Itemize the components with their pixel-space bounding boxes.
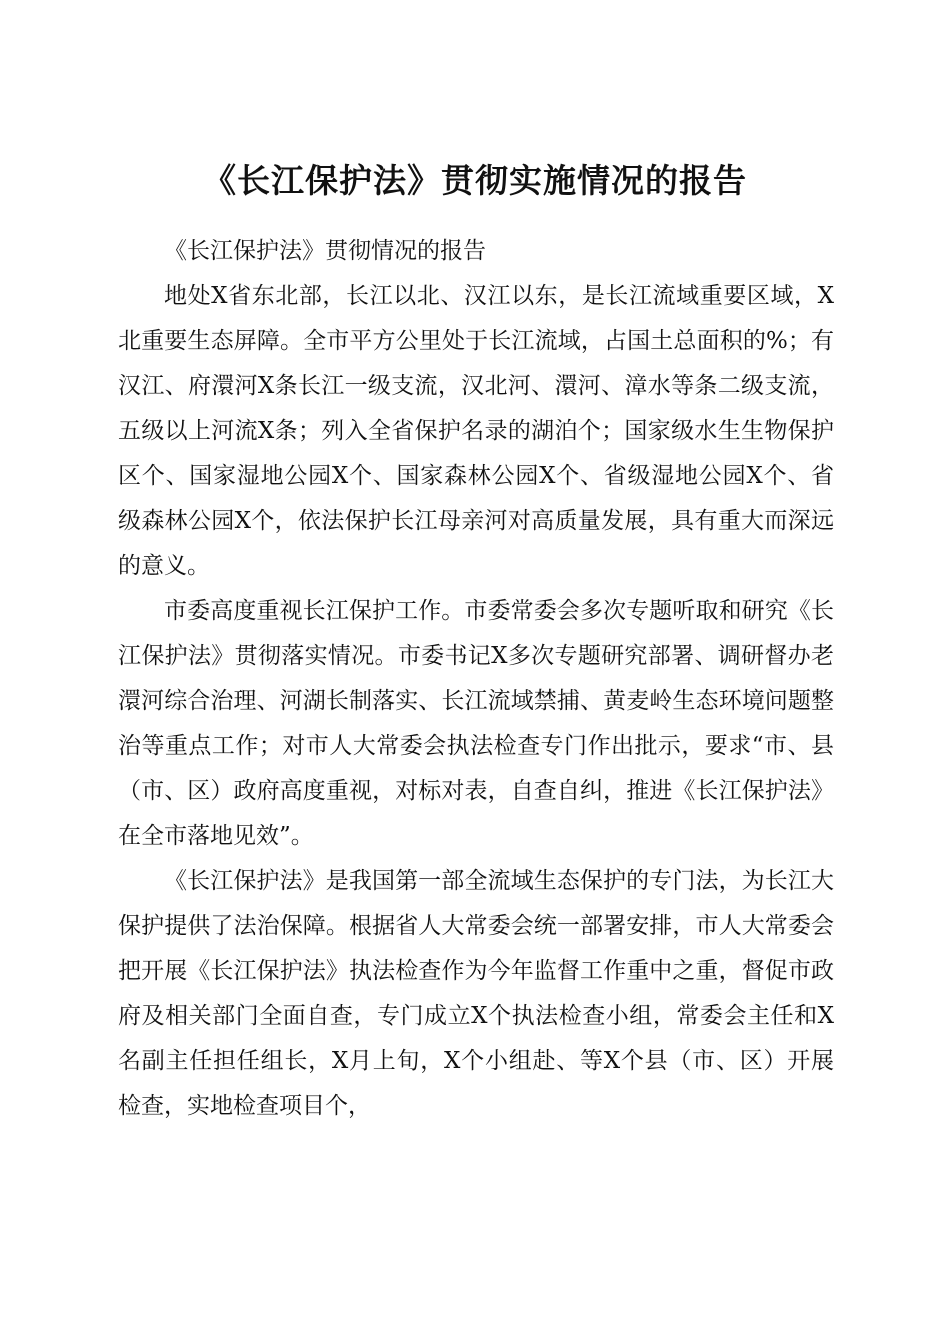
paragraph-3: 《长江保护法》是我国第一部全流域生态保护的专门法，为长江大保护提供了法治保障。根据省人大常委会统一部署安排，市人大常委会把开展《长江保护法》执法检查作为今年监督工作重中之重，督促市政府及相关部门全面自查，专门成立X个执法检查小组，常委会主任和X名副主任担任组长，X月上旬，X个小组赴、等X个县（市、区）开展检查，实地检查项目个， <box>118 868 834 1119</box>
paragraph-1: 地处X省东北部，长江以北、汉江以东，是长江流域重要区域，X北重要生态屏障。全市平方公里处于长江流域，占国土总面积的%；有汉江、府澴河X条长江一级支流，汉北河、澴河、漳水等条二级支流，五级以上河流X条；列入全省保护名录的湖泊个；国家级水生生物保护区个、国家湿地公园X个、国家森林公园X个、省级湿地公园X个、省级森林公园X个，依法保护长江母亲河对高质量发展，具有重大而深远的意义。 <box>118 283 834 579</box>
paragraph-2: 市委高度重视长江保护工作。市委常委会多次专题听取和研究《长江保护法》贯彻落实情况。市委书记X多次专题研究部署、调研督办老澴河综合治理、河湖长制落实、长江流域禁捕、黄麦岭生态环境问题整治等重点工作；对市人大常委会执法检查专门作出批示，要求“市、县（市、区）政府高度重视，对标对表，自查自纠，推进《长江保护法》在全市落地见效”。 <box>118 598 834 849</box>
document-body <box>118 229 834 1129</box>
document-subtitle: 《长江保护法》贯彻情况的报告 <box>164 238 486 264</box>
document-title: 《长江保护法》贯彻实施情况的报告 <box>203 161 747 201</box>
